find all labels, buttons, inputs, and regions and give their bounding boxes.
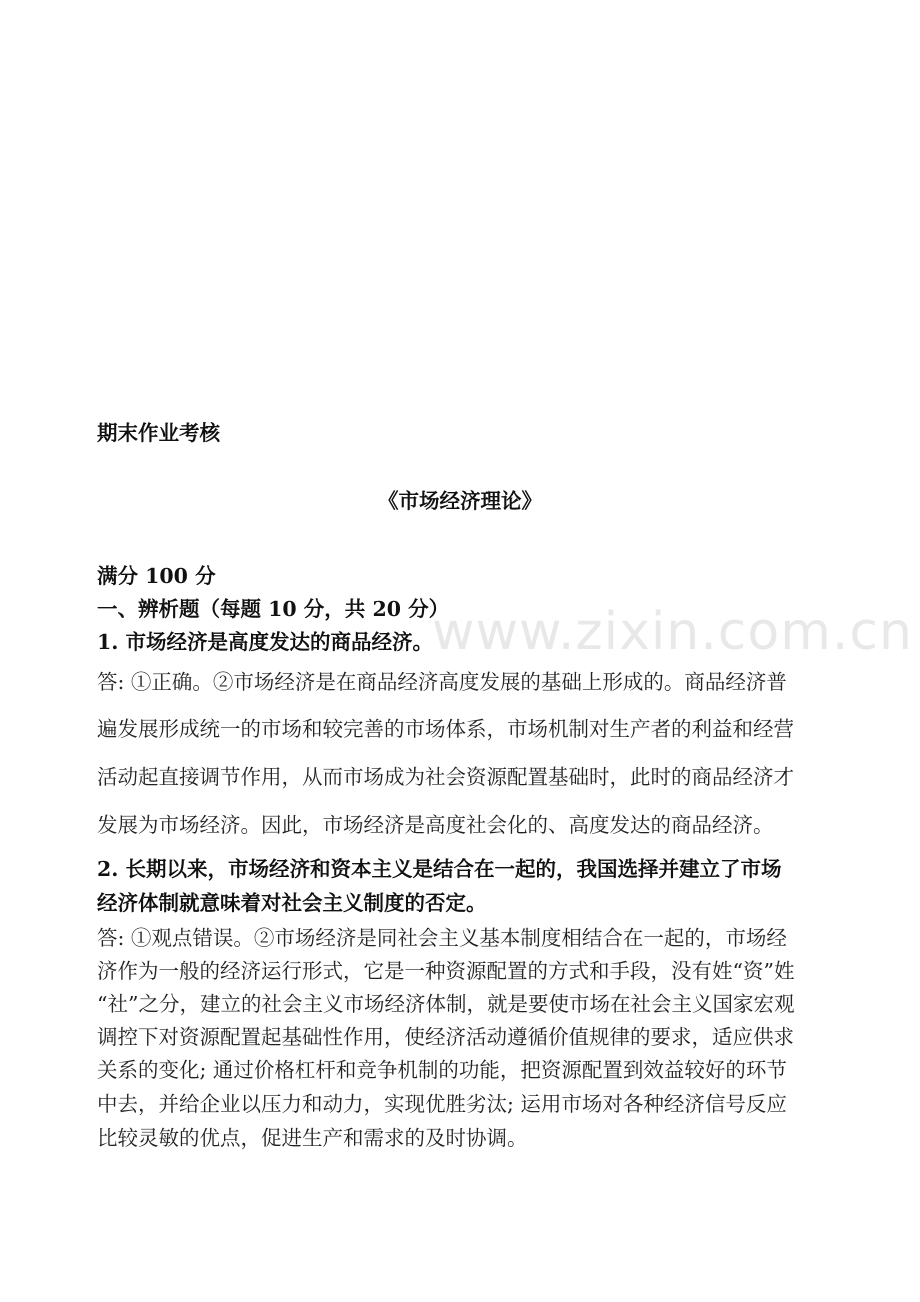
- question-2-answer-line: “社”之分，建立的社会主义市场经济体制，就是要使市场在社会主义国家宏观: [97, 992, 795, 1016]
- question-2-answer-line: 中去，并给企业以压力和动力，实现优胜劣汰; 运用市场对各种经济信号反应: [97, 1092, 787, 1116]
- question-2-answer-line: 济作为一般的经济运行形式，它是一种资源配置的方式和手段，没有姓“资”姓: [97, 959, 795, 983]
- watermark: www.zixin.com.cn: [432, 602, 913, 662]
- question-2-answer-line: 答: ①观点错误。②市场经济是同社会主义基本制度相结合在一起的，市场经: [97, 926, 787, 950]
- question-2-prompt: 经济体制就意味着对社会主义制度的否定。: [97, 891, 487, 915]
- question-1-answer-line: 答: ①正确。②市场经济是在商品经济高度发展的基础上形成的。商品经济普: [97, 670, 787, 694]
- question-1-answer-line: 遍发展形成统一的市场和较完善的市场体系，市场机制对生产者的利益和经营: [97, 717, 794, 741]
- course-title: 《市场经济理论》: [378, 489, 542, 513]
- question-2-answer-line: 关系的变化; 通过价格杠杆和竞争机制的功能，把资源配置到效益较好的环节: [97, 1058, 787, 1082]
- question-1-prompt: 1. 市场经济是高度发达的商品经济。: [97, 630, 434, 654]
- question-2-answer-line: 调控下对资源配置起基础性作用，使经济活动遵循价值规律的要求，适应供求: [97, 1025, 794, 1049]
- question-2-answer-line: 比较灵敏的优点，促进生产和需求的及时协调。: [97, 1126, 528, 1150]
- question-2-prompt: 2. 长期以来，市场经济和资本主义是结合在一起的，我国选择并建立了市场: [97, 857, 782, 881]
- document-heading: 期末作业考核: [97, 421, 220, 445]
- full-score: 满分 100 分: [97, 564, 216, 588]
- question-1-answer-line: 发展为市场经济。因此，市场经济是高度社会化的、高度发达的商品经济。: [97, 813, 774, 837]
- question-1-answer-line: 活动起直接调节作用，从而市场成为社会资源配置基础时，此时的商品经济才: [97, 765, 794, 789]
- section-title: 一、辨析题（每题 10 分，共 20 分）: [97, 597, 450, 621]
